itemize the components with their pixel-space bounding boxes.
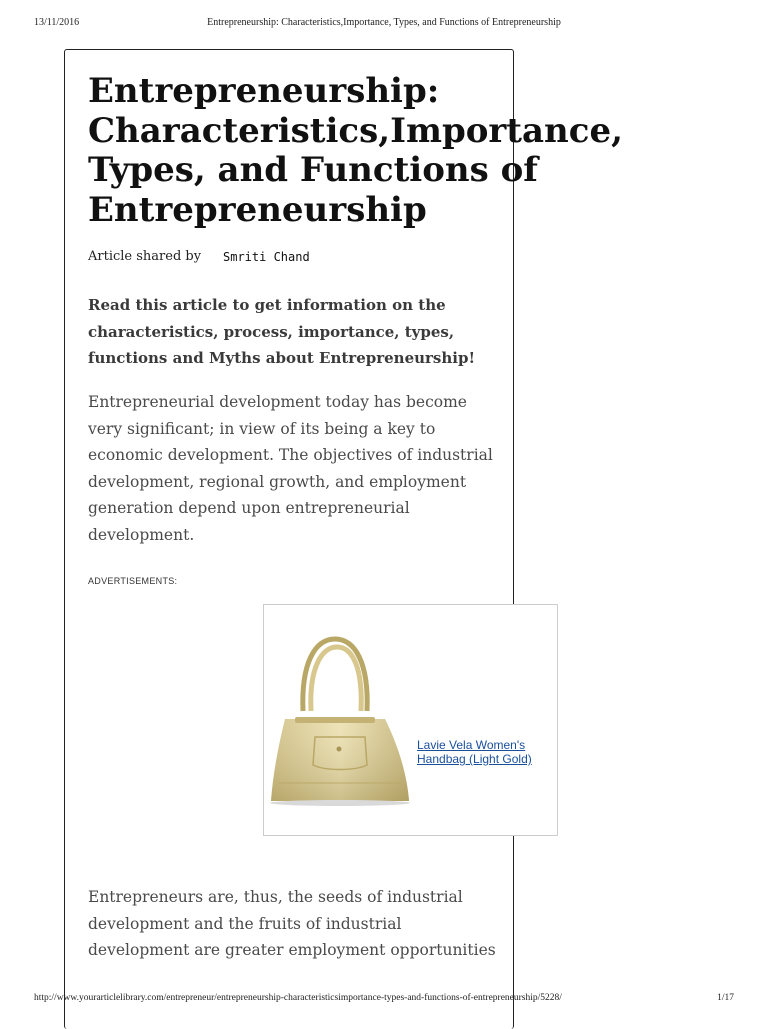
ad-product-link[interactable]: Lavie Vela Women's Handbag (Light Gold) xyxy=(417,738,532,766)
byline xyxy=(88,249,310,264)
print-document-title: Entrepreneurship: Characteristics,Importance, Types, and Functions of Entrepreneurship xyxy=(207,17,561,28)
article-paragraph-2: Entrepreneurs are, thus, the seeds of industrial development and the fruits of industrial development are greater employment opportunities xyxy=(88,888,496,959)
print-url: http://www.yourarticlelibrary.com/entrepreneur/entrepreneurship-characteristicsimportance-types-and-functions-of-entrepreneurship/5228/ xyxy=(34,993,562,1003)
print-footer xyxy=(34,993,734,1007)
handbag-image[interactable] xyxy=(265,633,415,813)
page-number: 1/17 xyxy=(717,993,734,1003)
print-date: 13/11/2016 xyxy=(34,17,80,28)
byline-prefix: Article shared by xyxy=(88,249,202,264)
advertisements-label: ADVERTISEMENTS: xyxy=(88,576,178,586)
author-name[interactable]: Smriti Chand xyxy=(223,250,310,264)
article-paragraph-1: Entrepreneurial development today has become very significant; in view of its being a key to economic development. The objectives of industrial development, regional growth, and employment generation depend upon entrepreneurial development. xyxy=(88,393,493,544)
article-title: Entrepreneurship: Characteristics,Importance, Types, and Functions of Entrepreneurship xyxy=(88,71,623,230)
print-header xyxy=(34,17,734,31)
ad-box[interactable] xyxy=(263,604,558,836)
article-lead: Read this article to get information on the characteristics, process, importance, types, functions and Myths about Entrepreneurship! xyxy=(88,296,476,367)
